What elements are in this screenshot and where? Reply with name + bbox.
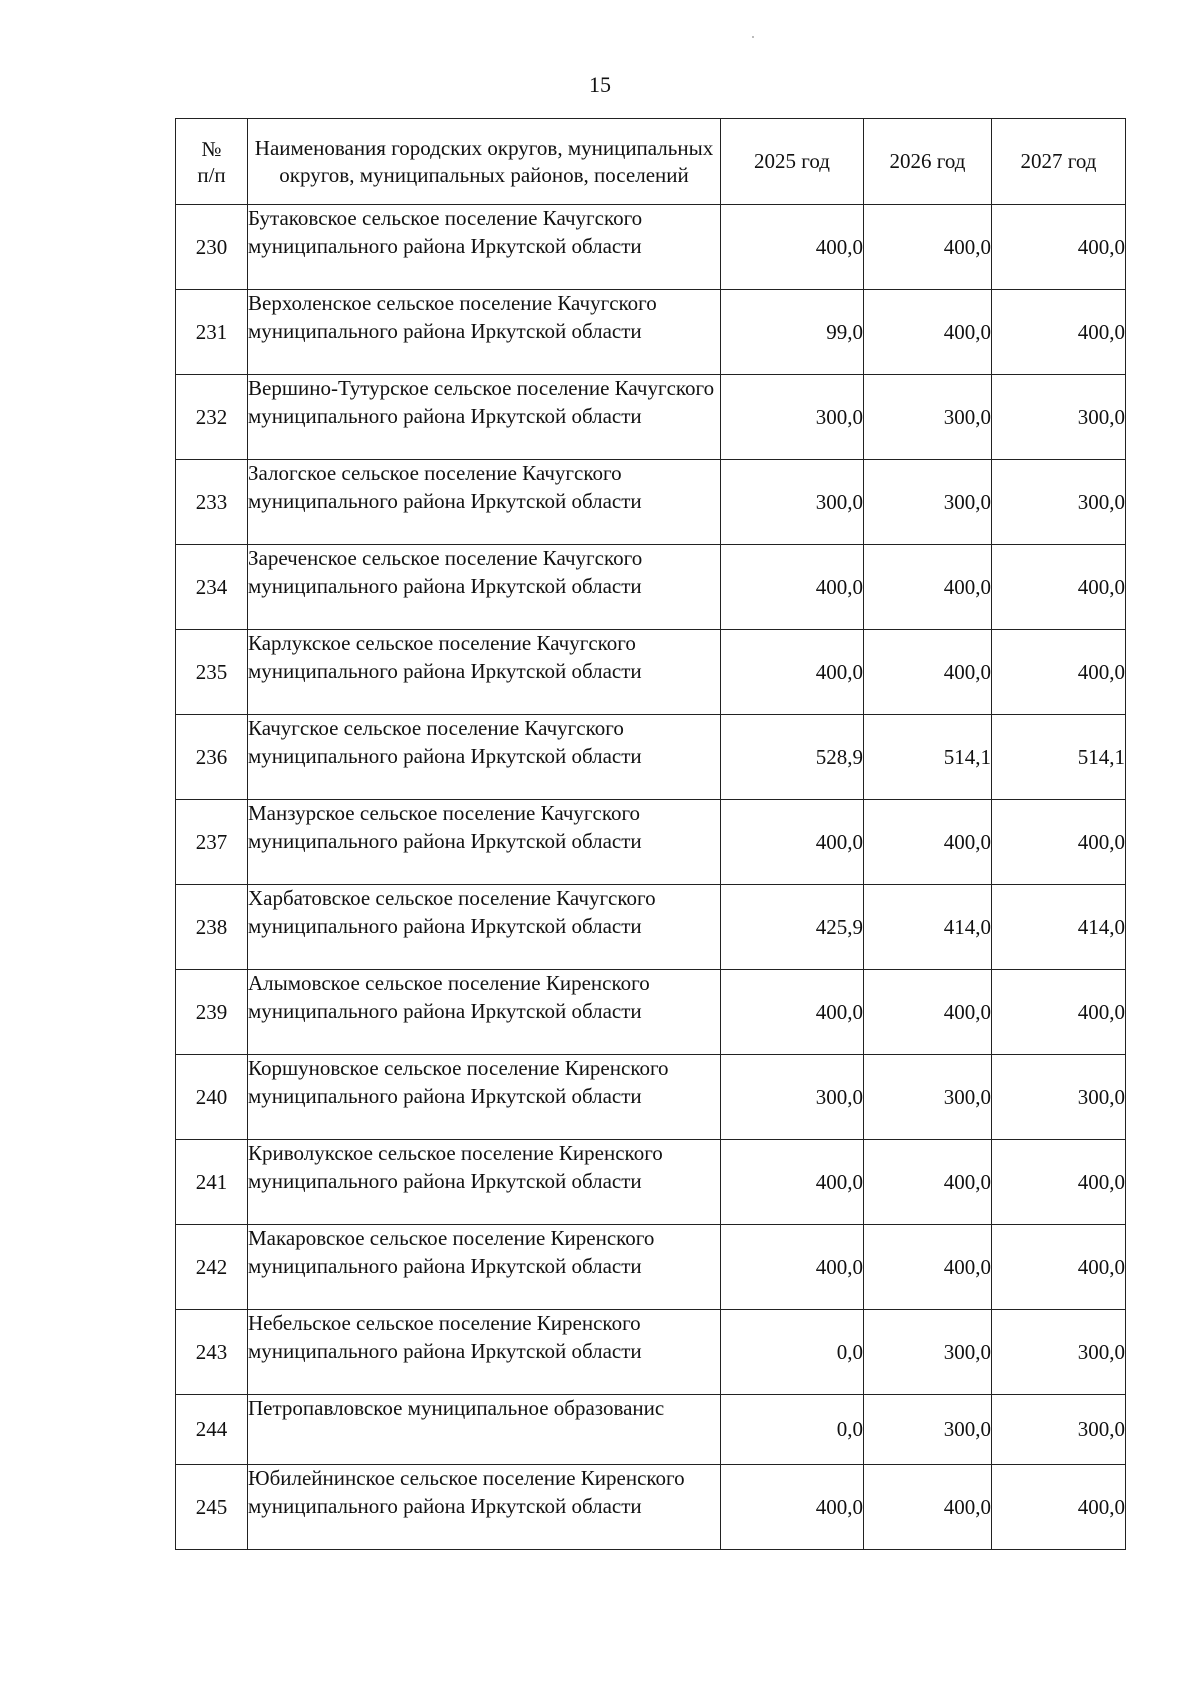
table-row [176,715,1126,800]
row-number: 233 [176,460,248,545]
row-number: 231 [176,290,248,375]
settlement-name: Алымовское сельское поселение Киренского муниципального района Иркутской области [248,970,721,1055]
value-2026: 400,0 [864,545,992,630]
table-row [176,1310,1126,1395]
value-2026: 414,0 [864,885,992,970]
row-number: 232 [176,375,248,460]
value-2025: 0,0 [721,1395,864,1465]
value-2027: 300,0 [992,375,1126,460]
allocation-table [175,118,1126,1550]
value-2025: 400,0 [721,1140,864,1225]
table-row [176,800,1126,885]
row-number: 234 [176,545,248,630]
value-2027: 400,0 [992,800,1126,885]
value-2027: 300,0 [992,1055,1126,1140]
value-2027: 414,0 [992,885,1126,970]
row-number: 240 [176,1055,248,1140]
settlement-name: Харбатовское сельское поселение Качугского муниципального района Иркутской области [248,885,721,970]
row-number: 241 [176,1140,248,1225]
value-2026: 400,0 [864,1140,992,1225]
row-number: 239 [176,970,248,1055]
value-2027: 400,0 [992,205,1126,290]
header-year-2025: 2025 год [721,119,864,205]
value-2025: 99,0 [721,290,864,375]
row-number: 235 [176,630,248,715]
settlement-name: Криволукское сельское поселение Киренского муниципального района Иркутской области [248,1140,721,1225]
value-2026: 400,0 [864,970,992,1055]
value-2025: 528,9 [721,715,864,800]
settlement-name: Вершино-Тутурское сельское поселение Качугского муниципального района Иркутской области [248,375,721,460]
value-2027: 400,0 [992,1465,1126,1550]
settlement-name: Карлукское сельское поселение Качугского муниципального района Иркутской области [248,630,721,715]
value-2027: 300,0 [992,460,1126,545]
settlement-name: Зареченское сельское поселение Качугского муниципального района Иркутской области [248,545,721,630]
value-2026: 514,1 [864,715,992,800]
value-2027: 400,0 [992,1140,1126,1225]
value-2027: 400,0 [992,1225,1126,1310]
table-row [176,970,1126,1055]
value-2025: 400,0 [721,1225,864,1310]
settlement-name: Петропавловское муниципальное образованис [248,1395,721,1465]
value-2026: 400,0 [864,1465,992,1550]
header-number-text: № п/п [197,136,226,187]
row-number: 230 [176,205,248,290]
header-year-2026: 2026 год [864,119,992,205]
row-number: 245 [176,1465,248,1550]
value-2026: 400,0 [864,800,992,885]
value-2025: 400,0 [721,630,864,715]
settlement-name: Верхоленское сельское поселение Качугского муниципального района Иркутской области [248,290,721,375]
value-2026: 400,0 [864,205,992,290]
settlement-name: Залогское сельское поселение Качугского муниципального района Иркутской области [248,460,721,545]
table-header-row [176,119,1126,205]
value-2025: 300,0 [721,1055,864,1140]
row-number: 238 [176,885,248,970]
value-2027: 400,0 [992,290,1126,375]
table-row [176,460,1126,545]
row-number: 237 [176,800,248,885]
row-number: 243 [176,1310,248,1395]
value-2027: 300,0 [992,1310,1126,1395]
header-name-cell: Наименования городских округов, муниципальных округов, муниципальных районов, поселений [248,119,721,205]
table-row [176,1225,1126,1310]
value-2027: 514,1 [992,715,1126,800]
settlement-name: Макаровское сельское поселение Киренского муниципального района Иркутской области [248,1225,721,1310]
value-2027: 400,0 [992,630,1126,715]
value-2025: 300,0 [721,375,864,460]
value-2025: 400,0 [721,1465,864,1550]
settlement-name: Манзурское сельское поселение Качугского муниципального района Иркутской области [248,800,721,885]
scan-artifact [752,36,754,38]
value-2026: 300,0 [864,375,992,460]
settlement-name: Качугское сельское поселение Качугского муниципального района Иркутской области [248,715,721,800]
header-year-2027: 2027 год [992,119,1126,205]
row-number: 236 [176,715,248,800]
value-2025: 425,9 [721,885,864,970]
row-number: 242 [176,1225,248,1310]
table-row [176,1465,1126,1550]
settlement-name: Небельское сельское поселение Киренского муниципального района Иркутской области [248,1310,721,1395]
table-row [176,630,1126,715]
value-2025: 400,0 [721,205,864,290]
page-number: 15 [589,72,611,97]
value-2025: 0,0 [721,1310,864,1395]
row-number: 244 [176,1395,248,1465]
value-2026: 300,0 [864,1395,992,1465]
table-row [176,1395,1126,1465]
value-2026: 400,0 [864,290,992,375]
header-number-cell [176,119,248,205]
value-2027: 400,0 [992,970,1126,1055]
table-row [176,375,1126,460]
table-row [176,545,1126,630]
table-row [176,205,1126,290]
value-2027: 400,0 [992,545,1126,630]
table-row [176,1055,1126,1140]
value-2026: 300,0 [864,1055,992,1140]
table-row [176,1140,1126,1225]
settlement-name: Юбилейнинское сельское поселение Киренского муниципального района Иркутской области [248,1465,721,1550]
settlement-name: Бутаковское сельское поселение Качугского муниципального района Иркутской области [248,205,721,290]
table-row [176,885,1126,970]
table-row [176,290,1126,375]
value-2025: 400,0 [721,970,864,1055]
value-2025: 400,0 [721,545,864,630]
value-2025: 300,0 [721,460,864,545]
value-2026: 400,0 [864,630,992,715]
value-2026: 400,0 [864,1225,992,1310]
value-2025: 400,0 [721,800,864,885]
value-2026: 300,0 [864,1310,992,1395]
settlement-name: Коршуновское сельское поселение Киренского муниципального района Иркутской области [248,1055,721,1140]
value-2026: 300,0 [864,460,992,545]
value-2027: 300,0 [992,1395,1126,1465]
